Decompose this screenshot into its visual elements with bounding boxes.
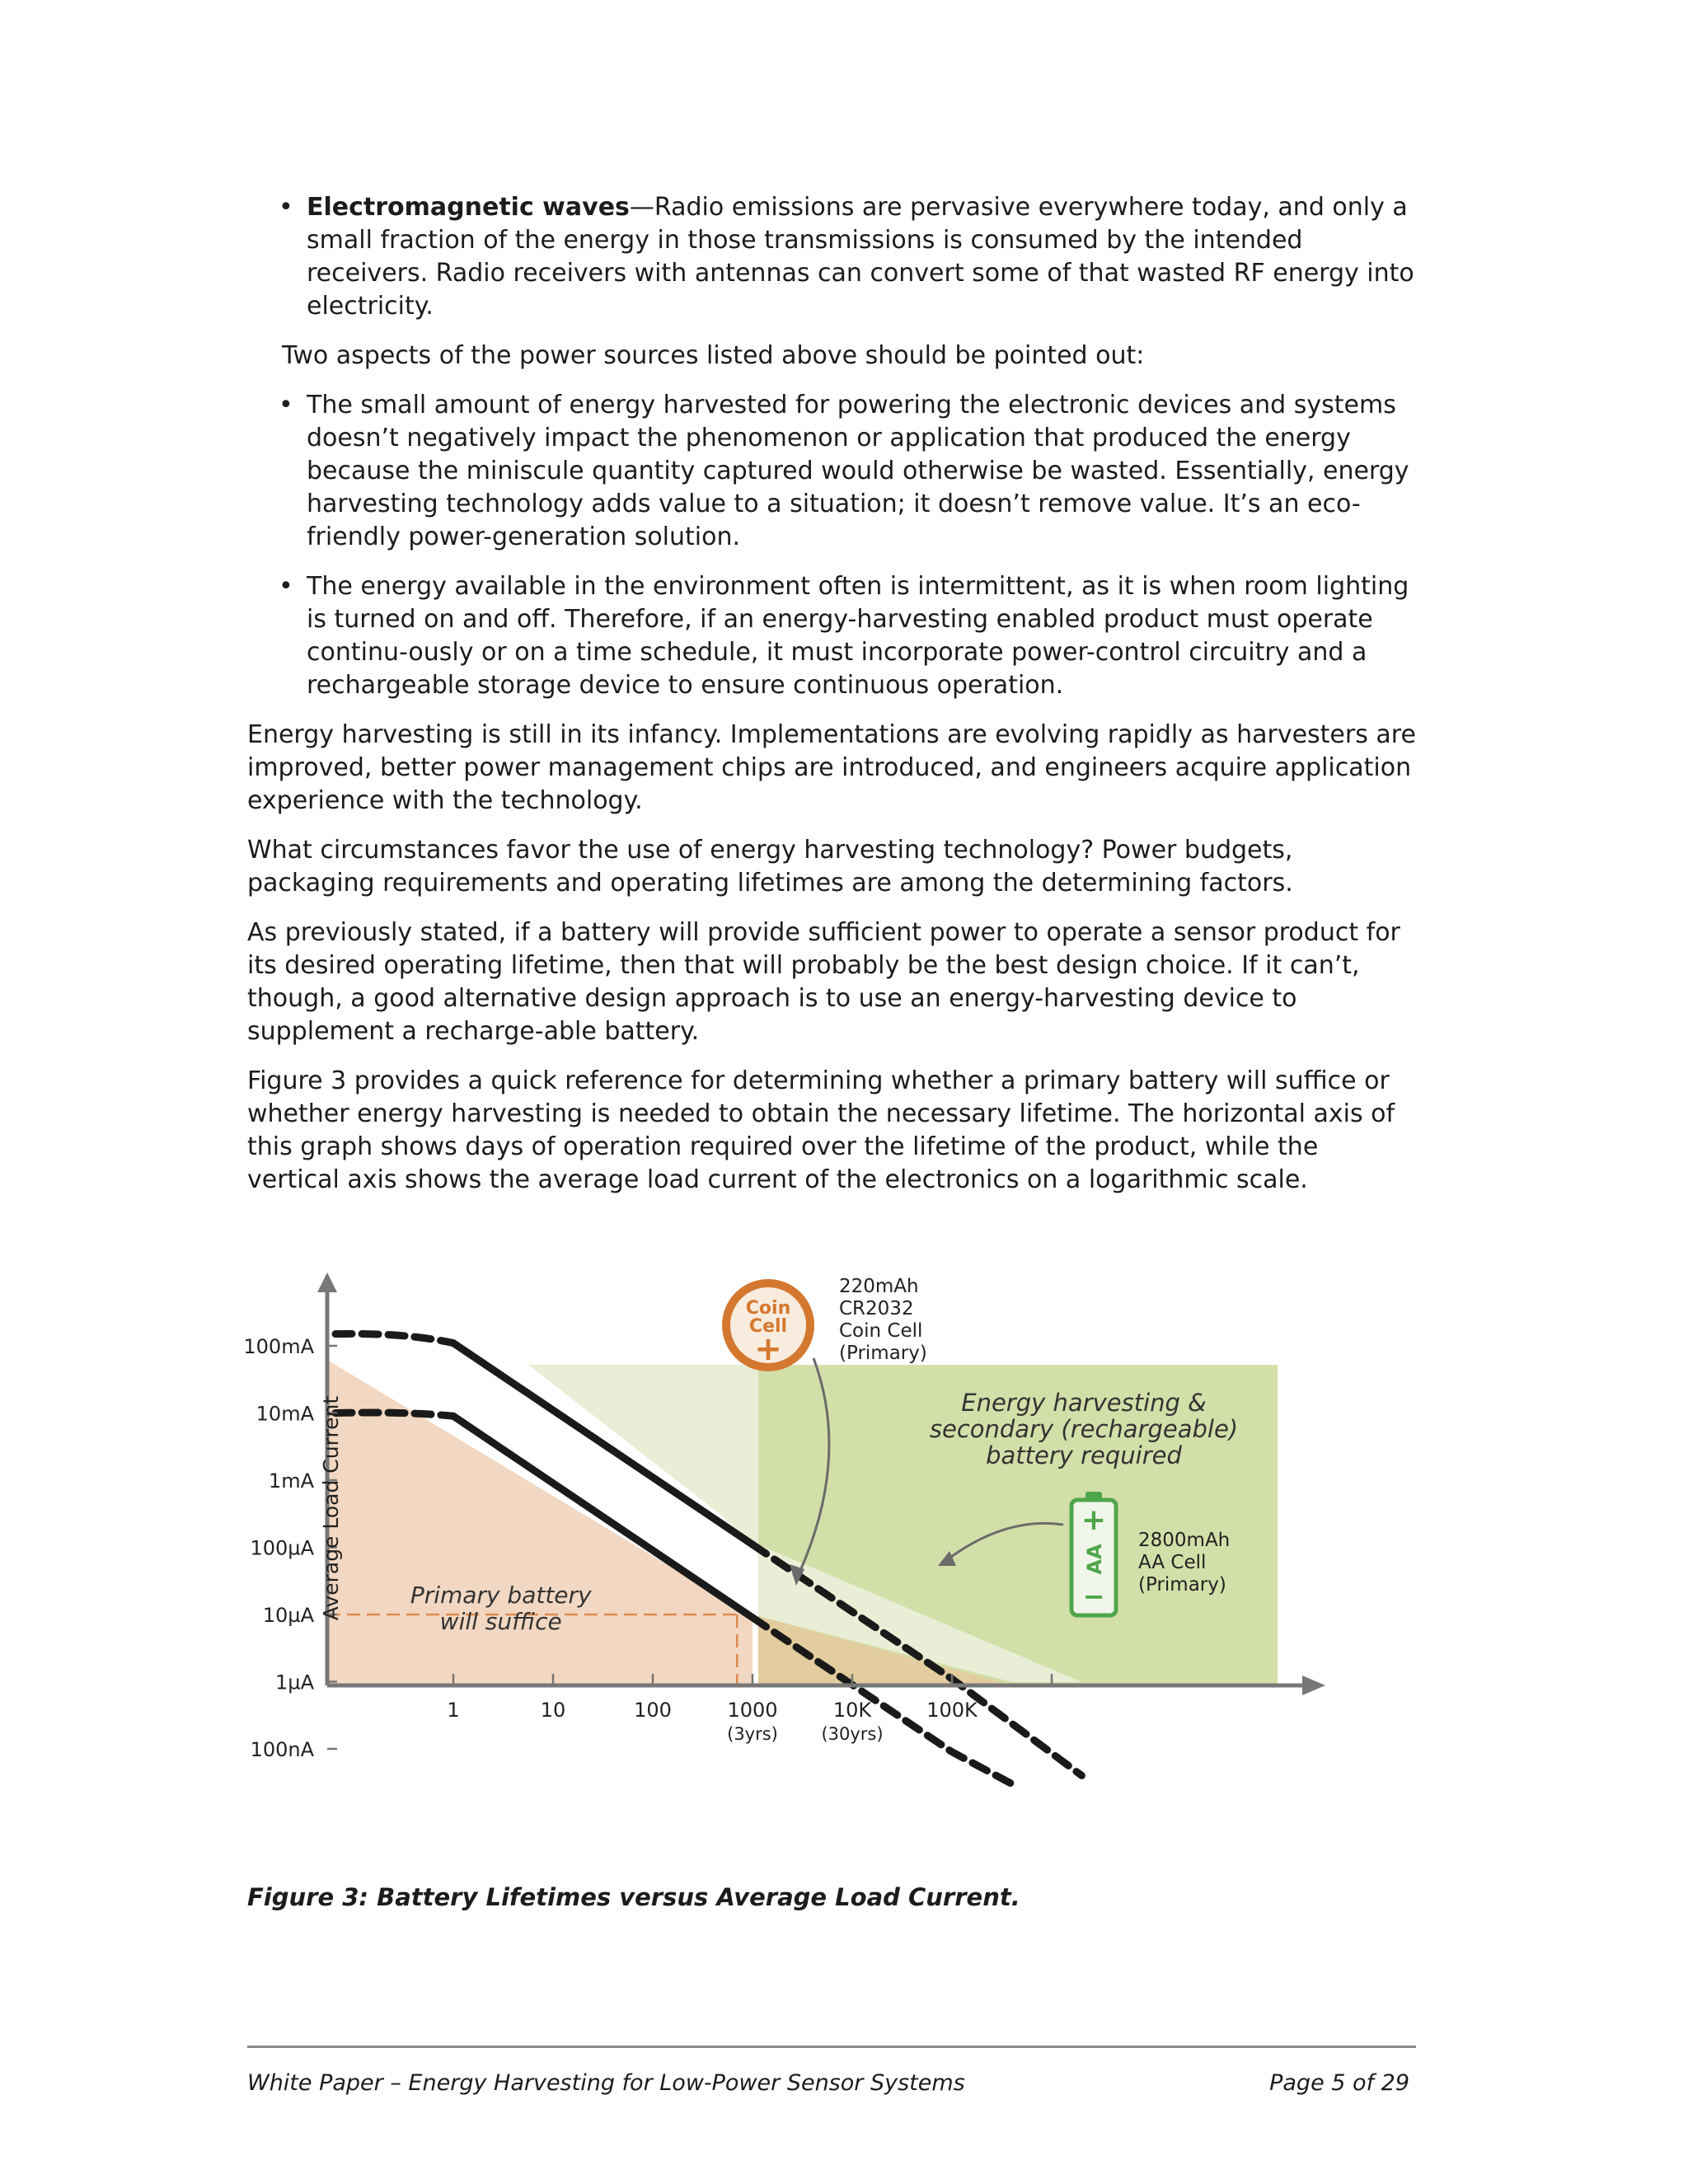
y-tick-label: 100µA [250, 1536, 314, 1560]
x-tick-label: 10 [540, 1699, 566, 1722]
x-tick-sublabel: (3yrs) [727, 1724, 778, 1744]
primary-region-label-line: will suffice [439, 1608, 562, 1635]
bullet-dot: • [279, 572, 293, 601]
harvest-region-label-line: secondary (rechargeable) [929, 1415, 1239, 1443]
coin-cell-label-line: 220mAh [839, 1276, 919, 1297]
primary-region-label-line: Primary battery [410, 1582, 592, 1609]
y-axis-label: Average Load Current [319, 1395, 343, 1621]
footer-divider [247, 2046, 1416, 2048]
bullet-dot: • [279, 193, 293, 222]
x-axis-arrow [1302, 1675, 1325, 1695]
y-tick-label: 10µA [262, 1604, 314, 1627]
aa-battery-label: AA [1083, 1544, 1106, 1575]
bullet-term: Electromagnetic waves [307, 193, 630, 222]
y-tick-label: 100mA [243, 1335, 314, 1358]
coin-cell-label-line: Coin Cell [839, 1320, 923, 1342]
y-axis-arrow [317, 1272, 337, 1292]
figure-caption: Figure 3: Battery Lifetimes versus Average Load Current. [247, 1883, 1020, 1911]
bullet-text: The energy available in the environment often is intermittent, as it is when room lighting is turned on and off. Therefore, if an energy-harvesting enabled product must operate continu-ously or on a time schedule, it must incorporate power-control circuitry and a rechargeable storage device to ensure continuous operation. [307, 572, 1409, 700]
bullet-text: The small amount of energy harvested for powering the electronic devices and systems doesn’t negatively impact the phenomenon or application that produced the energy because the miniscule quantity captured would otherwise be wasted. Essentially, energy harvesting technology adds value to a situation; it doesn’t remove value. It’s an eco-friendly power-generation solution. [307, 391, 1409, 551]
paragraph: Energy harvesting is still in its infancy. Implementations are evolving rapidly as harvesters are improved, better power management chips are introduced, and engineers acquire application experience with the technology. [247, 720, 1416, 815]
bullet-text: —Radio emissions are pervasive everywhere today, and only a small fraction of the energy in those transmissions is consumed by the intended receivers. Radio receivers with antennas can convert some of that wasted RF energy into electricity. [307, 193, 1414, 321]
aa-battery-minus-icon: − [1082, 1581, 1105, 1612]
coin-cell-label-line: CR2032 [839, 1298, 914, 1319]
x-tick-sublabel: (30yrs) [821, 1724, 884, 1744]
paragraph: Two aspects of the power sources listed above should be pointed out: [282, 341, 1145, 370]
coin-cell-label-line: (Primary) [839, 1343, 927, 1364]
y-tick-label: 100nA [250, 1738, 314, 1761]
bullet-item [247, 570, 1418, 702]
aa-battery-plus-icon: + [1081, 1503, 1107, 1537]
series-curve-head-2 [335, 1333, 453, 1343]
page-number: Page 5 of 29 [1269, 2070, 1409, 2096]
x-tick-label: 100K [926, 1699, 978, 1722]
coin-cell-label [839, 1276, 927, 1364]
bullet-dot: • [279, 391, 293, 419]
battery-lifetime-chart [243, 1261, 1360, 1871]
y-tick-label: 10mA [256, 1402, 314, 1426]
x-tick-label: 1000 [727, 1699, 778, 1722]
footer-title: White Paper – Energy Harvesting for Low-Power Sensor Systems [247, 2070, 965, 2096]
aa-cell-label-line: AA Cell [1138, 1552, 1207, 1573]
x-tick-label: 100 [634, 1699, 672, 1722]
series-curve-head-1 [335, 1413, 453, 1416]
y-tick-label: 1mA [268, 1469, 314, 1493]
aa-cell-label-line: 2800mAh [1138, 1530, 1231, 1551]
aa-cell-label-line: (Primary) [1138, 1574, 1226, 1596]
harvest-region-label-line: Energy harvesting & [961, 1389, 1207, 1417]
coin-cell-badge-text: Cell [748, 1316, 788, 1337]
coin-cell-badge-text: Coin [745, 1298, 791, 1319]
x-tick-label: 1 [447, 1699, 460, 1722]
figure-battery-lifetimes [243, 1261, 1360, 1871]
y-tick-label: 1µA [275, 1671, 314, 1694]
paragraph: As previously stated, if a battery will provide sufficient power to operate a sensor product for its desired operating lifetime, then that will probably be the best design choice. If it can’t, though, a good alternative design approach is to use an energy-harvesting device to supplement a recharge-able battery. [247, 918, 1400, 1046]
paragraph: Figure 3 provides a quick reference for determining whether a primary battery will suffice or whether energy harvesting is needed to obtain the necessary lifetime. The horizontal axis of this graph shows days of operation required over the lifetime of the product, while the vertical axis shows the average load current of the electronics on a logarithmic scale. [247, 1066, 1395, 1194]
bullet-item [247, 191, 1418, 323]
bullet-item [247, 389, 1418, 554]
x-tick-label: 10K [832, 1699, 872, 1722]
paragraph: What circumstances favor the use of energy harvesting technology? Power budgets, packaging requirements and operating lifetimes are among the determining factors. [247, 836, 1293, 898]
body-text [247, 191, 1418, 1213]
coin-cell-plus-icon: + [754, 1330, 782, 1368]
harvest-region-label-line: battery required [986, 1441, 1182, 1469]
